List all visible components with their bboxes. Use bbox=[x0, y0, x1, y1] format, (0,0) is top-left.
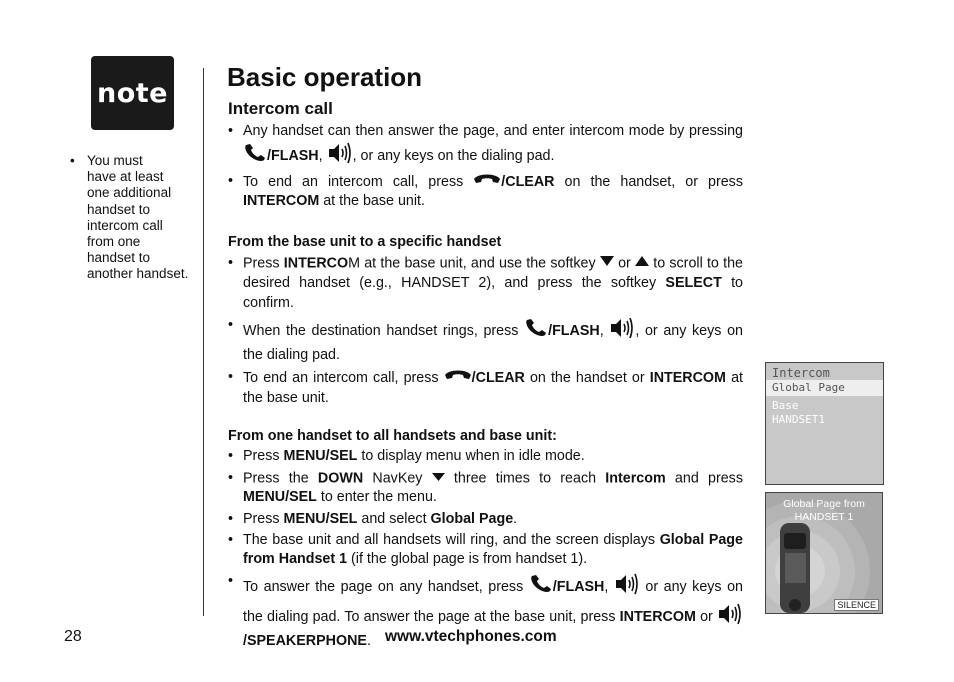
side-note-line: one additional bbox=[87, 185, 172, 201]
section-subtitle: Intercom call bbox=[228, 99, 333, 118]
side-note-bullet: • bbox=[70, 153, 75, 168]
phone-talk-icon bbox=[524, 318, 548, 344]
list-item: • Press MENU/SEL to display menu when in idle mode. bbox=[228, 447, 743, 466]
screen-line-selected: Global Page bbox=[766, 380, 883, 396]
page-number: 28 bbox=[64, 628, 82, 645]
list-item: • Press MENU/SEL and select Global Page. bbox=[228, 510, 743, 529]
side-note-line: have at least bbox=[87, 169, 164, 185]
speaker-icon bbox=[717, 602, 743, 632]
side-note-line: intercom call bbox=[87, 217, 163, 233]
note-badge bbox=[91, 56, 174, 130]
side-note-line: from one bbox=[87, 234, 141, 250]
list-item: • When the destination handset rings, press /FLASH, , or any keys on the dialing pad. bbox=[228, 316, 743, 366]
note-badge-label: note bbox=[97, 77, 168, 109]
side-note-line: handset to bbox=[87, 201, 151, 217]
side-note-line: You must bbox=[87, 153, 143, 168]
arrow-down-icon bbox=[600, 254, 614, 273]
divider-line bbox=[203, 68, 204, 616]
handset-screen-global-page bbox=[765, 492, 883, 614]
silence-softkey: SILENCE bbox=[834, 599, 879, 611]
section-heading: From one handset to all handsets and base unit: bbox=[228, 428, 557, 444]
list-item: • The base unit and all handsets will ring, and the screen displays Global Page from Handset 1 (if the global page is from handset 1). bbox=[228, 531, 743, 570]
speaker-icon bbox=[327, 141, 353, 171]
side-note-line: handset to bbox=[87, 250, 151, 266]
arrow-down-icon bbox=[432, 469, 445, 488]
side-note bbox=[70, 153, 200, 283]
speaker-icon bbox=[614, 572, 640, 602]
list-item: • To end an intercom call, press /CLEAR on the handset or INTERCOM at the base unit. bbox=[228, 368, 743, 408]
speaker-icon bbox=[609, 316, 635, 346]
list-item: • Any handset can then answer the page, and enter intercom mode by pressing /FLASH, , or any keys on the dialing pad. bbox=[228, 122, 743, 172]
screen-line: HANDSET1 bbox=[772, 413, 825, 426]
list-item: • Press INTERCOM at the base unit, and use the softkey or to scroll to the desired handset (e.g., HANDSET 2), and press the softkey SELECT to confirm. bbox=[228, 254, 743, 312]
list-item: • Press the DOWN NavKey three times to reach Intercom and press MENU/SEL to enter the menu. bbox=[228, 469, 743, 508]
phone-talk-icon bbox=[529, 574, 553, 600]
handset-screen-intercom-menu bbox=[765, 362, 884, 485]
screen-line: Base bbox=[772, 399, 799, 412]
side-note-line: another handset. bbox=[87, 266, 189, 282]
arrow-up-icon bbox=[635, 254, 649, 273]
phone-talk-icon bbox=[243, 143, 267, 169]
phone-end-icon bbox=[444, 368, 472, 388]
page-title: Basic operation bbox=[227, 62, 423, 92]
main-content bbox=[228, 122, 743, 651]
screen-line-title: Intercom bbox=[772, 366, 830, 380]
section-heading: From the base unit to a specific handset bbox=[228, 234, 502, 251]
list-item: • To end an intercom call, press /CLEAR on the handset, or press INTERCOM at the base unit. bbox=[228, 172, 743, 212]
list-item: • To answer the page on any handset, press /FLASH, or any keys on the dialing pad. To answer the page at the base unit, press INTERCOM or /SPEAKERPHONE. bbox=[228, 572, 743, 652]
footer-url: www.vtechphones.com bbox=[385, 628, 557, 645]
screen-caption: Global Page from HANDSET 1 bbox=[783, 498, 865, 523]
phone-end-icon bbox=[473, 172, 501, 192]
